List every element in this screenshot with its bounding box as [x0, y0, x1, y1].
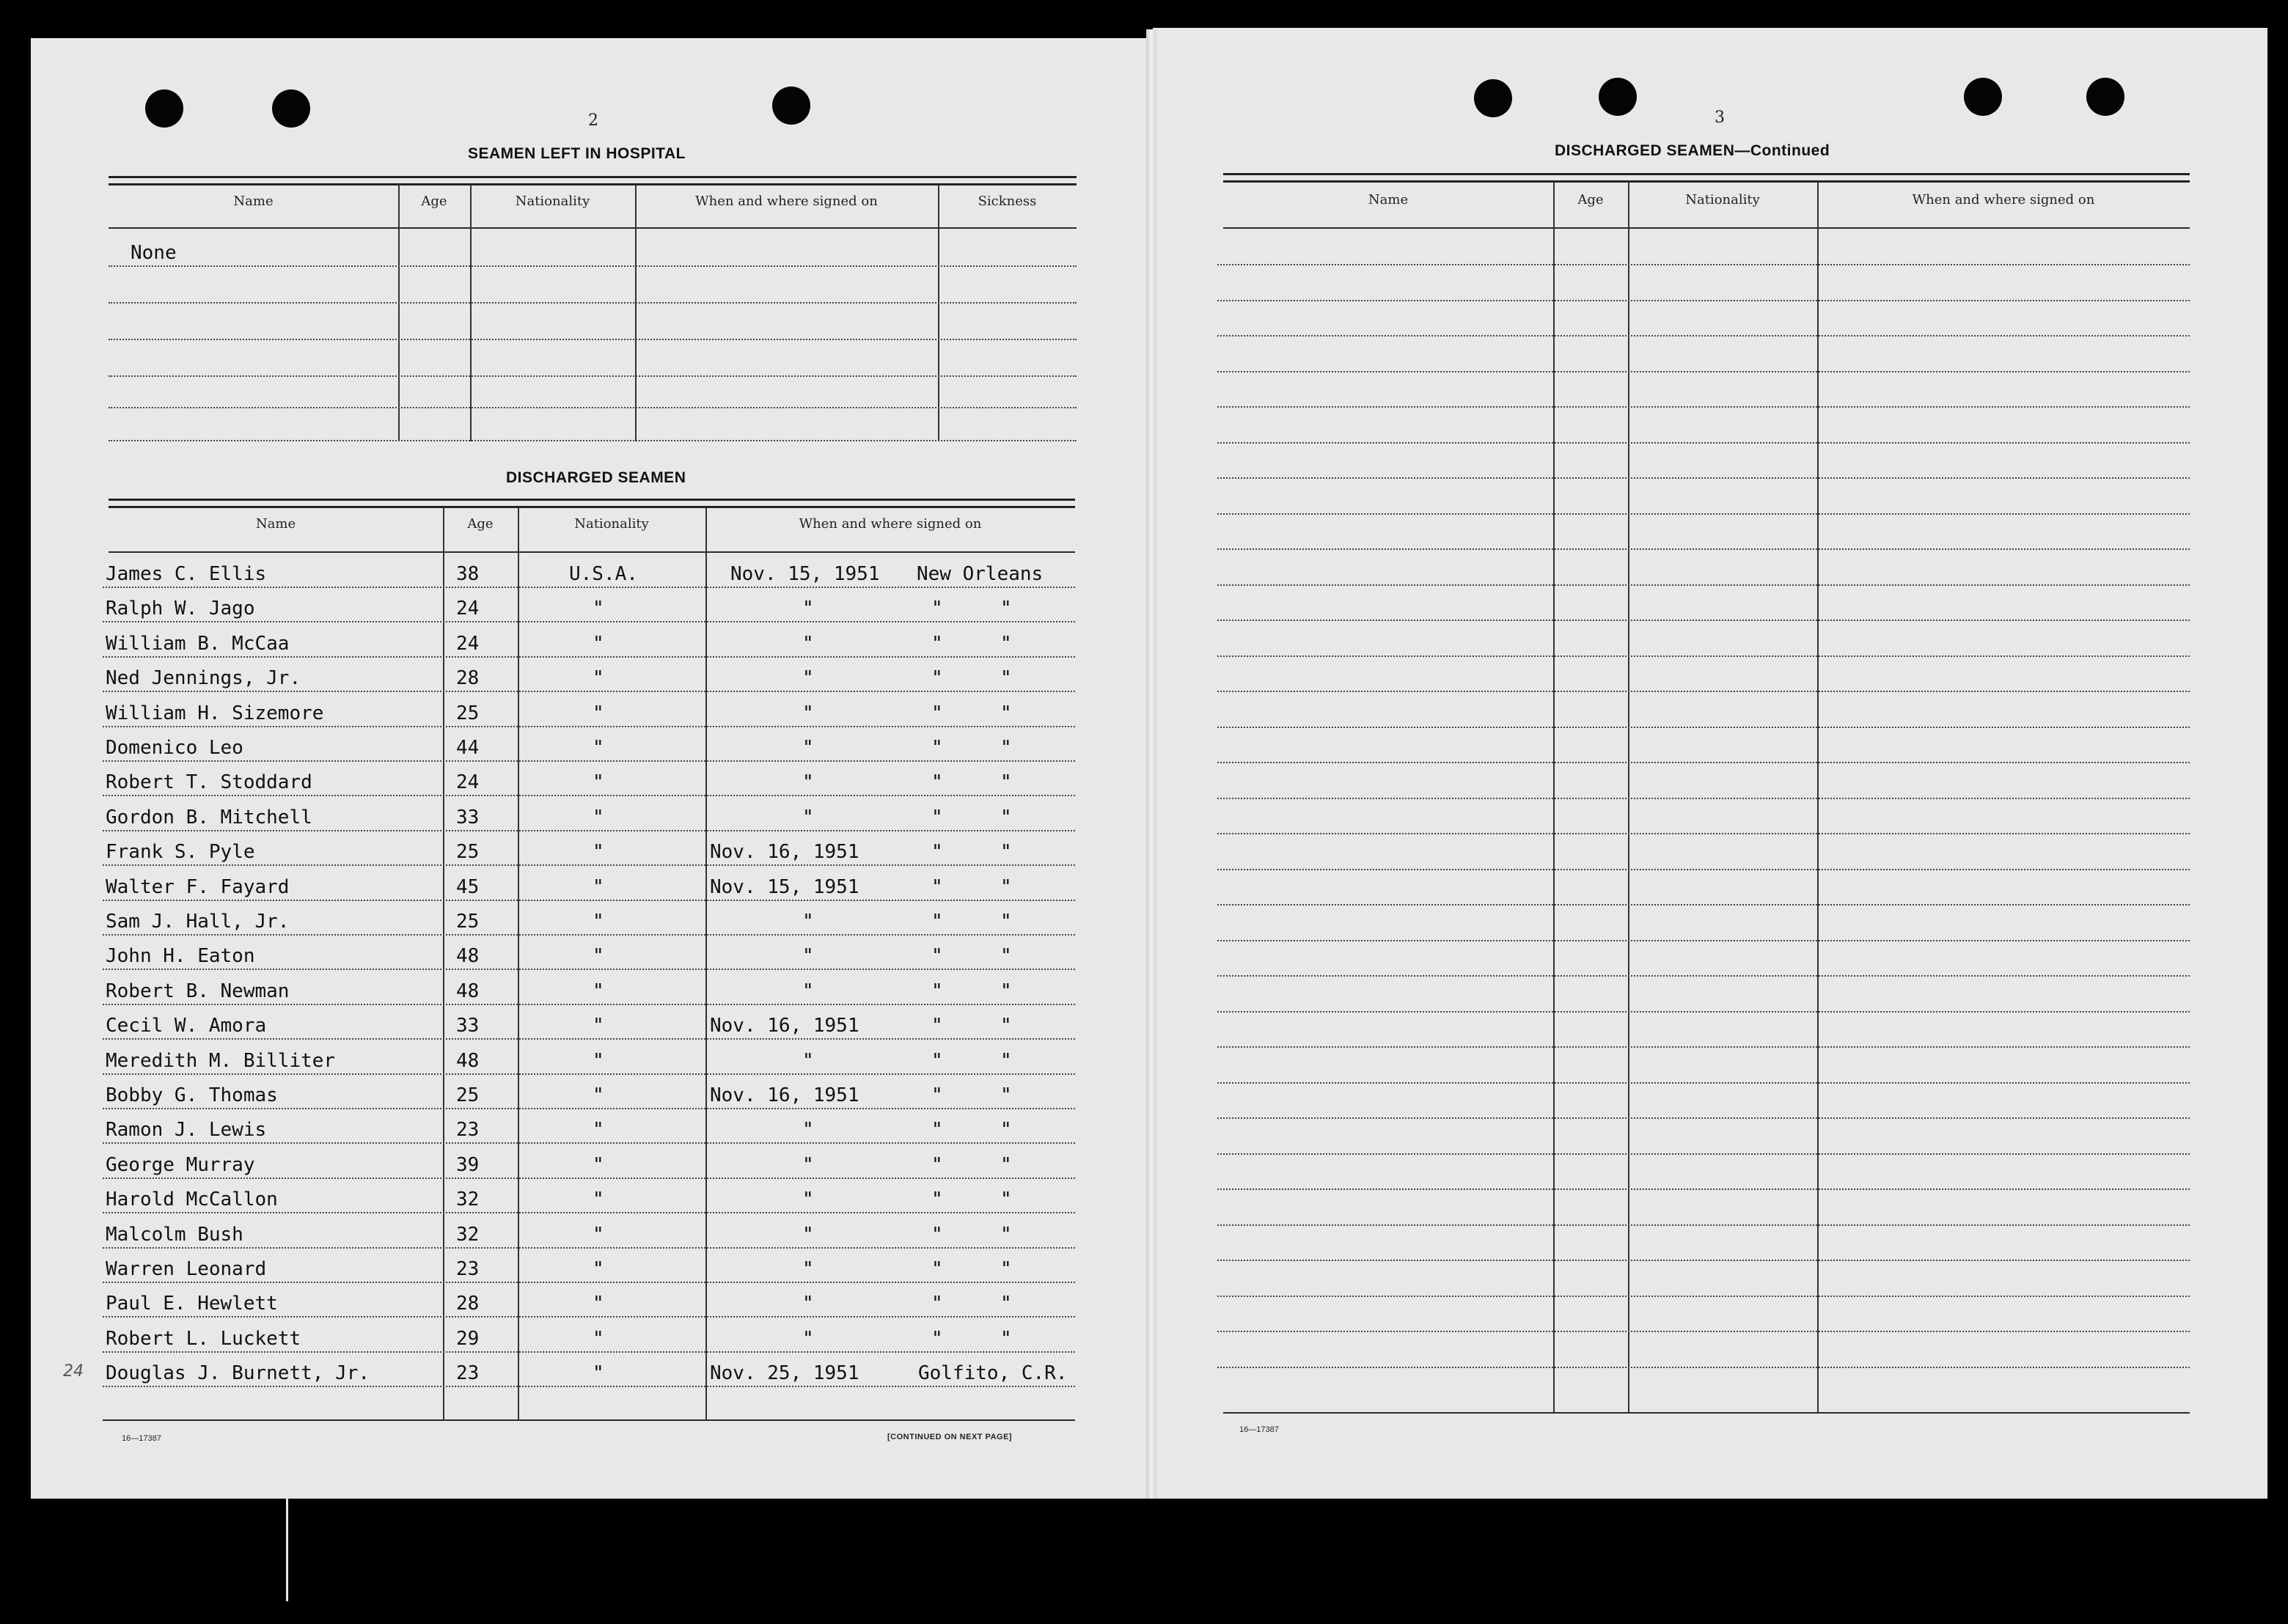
signed-on-place: New Orleans: [917, 563, 1044, 585]
discharged-table-top-rule: [109, 499, 1075, 501]
row-line: [1217, 940, 2190, 941]
seaman-name: William B. McCaa: [106, 633, 290, 655]
row-line: [1217, 727, 2190, 728]
ditto-mark: ": [593, 945, 604, 967]
ditto-mark: ": [802, 1154, 814, 1176]
ditto-mark: ": [1000, 876, 1012, 898]
row-line: [103, 900, 1075, 901]
table-bottom-rule: [103, 1419, 1075, 1421]
column-header-nationality: Nationality: [515, 194, 590, 209]
seaman-age: 44: [456, 737, 480, 759]
seaman-age: 23: [456, 1119, 480, 1141]
seaman-name: Frank S. Pyle: [106, 841, 255, 863]
ditto-mark: ": [802, 1258, 814, 1280]
column-header-nationality: Nationality: [1685, 192, 1760, 207]
discharged-table-header-rule: [109, 551, 1075, 553]
ditto-mark: ": [931, 876, 943, 898]
row-line: [109, 302, 1077, 304]
ditto-mark: ": [593, 1362, 604, 1384]
seaman-name: Malcolm Bush: [106, 1224, 243, 1246]
column-header-nationality: Nationality: [574, 516, 649, 532]
ditto-mark: ": [931, 737, 943, 759]
seaman-age: 48: [456, 1050, 480, 1072]
seaman-name: Robert L. Luckett: [106, 1328, 301, 1350]
row-line: [1217, 477, 2190, 479]
seaman-age: 48: [456, 945, 480, 967]
ditto-mark: ": [1000, 1224, 1012, 1246]
seaman-name: James C. Ellis: [106, 563, 267, 585]
ditto-mark: ": [802, 1224, 814, 1246]
signed-on-place: Golfito, C.R.: [918, 1362, 1068, 1384]
seaman-age: 25: [456, 841, 480, 863]
row-line: [103, 656, 1075, 658]
punch-hole-icon: [772, 87, 810, 125]
signed-on-date: Nov. 16, 1951: [710, 1084, 859, 1106]
row-line: [103, 587, 1075, 588]
seaman-age: 33: [456, 1015, 480, 1037]
row-line: [109, 440, 1077, 441]
column-header-name: Name: [255, 516, 296, 532]
seaman-name: Bobby G. Thomas: [106, 1084, 278, 1106]
form-number: 16—17387: [1239, 1425, 1279, 1434]
row-line: [1217, 762, 2190, 763]
row-line: [103, 969, 1075, 970]
ditto-mark: ": [802, 1328, 814, 1350]
punch-hole-icon: [1599, 78, 1637, 116]
column-header-name: Name: [1368, 192, 1409, 207]
seaman-age: 24: [456, 771, 480, 793]
row-line: [1217, 975, 2190, 977]
row-line: [1217, 1331, 2190, 1332]
row-line: [1217, 371, 2190, 372]
ditto-mark: ": [802, 1293, 814, 1315]
row-line: [103, 1247, 1075, 1249]
seaman-name: Robert T. Stoddard: [106, 771, 312, 793]
row-line: [103, 1142, 1075, 1144]
seaman-age: 25: [456, 911, 480, 933]
seaman-age: 32: [456, 1224, 480, 1246]
ditto-mark: ": [1000, 633, 1012, 655]
seaman-age: 25: [456, 702, 480, 724]
row-line: [1217, 1082, 2190, 1084]
seaman-age: 25: [456, 1084, 480, 1106]
ditto-mark: ": [931, 980, 943, 1002]
ditto-mark: ": [931, 1119, 943, 1141]
seaman-age: 24: [456, 633, 480, 655]
ditto-mark: ": [802, 771, 814, 793]
ditto-mark: ": [593, 1188, 604, 1210]
row-line: [1217, 1188, 2190, 1190]
ditto-mark: ": [802, 667, 814, 689]
ditto-mark: ": [1000, 598, 1012, 620]
seaman-name: Warren Leonard: [106, 1258, 267, 1280]
seaman-age: 48: [456, 980, 480, 1002]
ditto-mark: ": [931, 598, 943, 620]
ditto-mark: ": [802, 807, 814, 828]
ditto-mark: ": [1000, 1188, 1012, 1210]
row-line: [109, 265, 1077, 267]
ditto-mark: ": [593, 1258, 604, 1280]
continued-note: [CONTINUED ON NEXT PAGE]: [887, 1433, 1013, 1441]
column-divider: [443, 507, 444, 1421]
row-line: [1217, 513, 2190, 515]
seaman-name: Ramon J. Lewis: [106, 1119, 267, 1141]
column-divider: [938, 185, 939, 441]
row-line: [103, 691, 1075, 692]
row-line: [109, 375, 1077, 377]
column-divider: [705, 507, 707, 1421]
ditto-mark: ": [1000, 945, 1012, 967]
column-header-age: Age: [421, 194, 447, 209]
row-line: [1217, 798, 2190, 799]
ditto-mark: ": [593, 807, 604, 828]
column-header-age: Age: [1577, 192, 1604, 207]
seaman-name: George Murray: [106, 1154, 255, 1176]
ditto-mark: ": [931, 841, 943, 863]
row-line: [103, 1386, 1075, 1387]
row-line: [1217, 1367, 2190, 1368]
row-line: [103, 795, 1075, 796]
ditto-mark: ": [931, 1293, 943, 1315]
page-number: 3: [1715, 109, 1725, 127]
row-line: [103, 1212, 1075, 1213]
ditto-mark: ": [593, 1154, 604, 1176]
ditto-mark: ": [593, 598, 604, 620]
hospital-entry: None: [131, 242, 177, 264]
column-header-age: Age: [467, 516, 494, 532]
column-divider: [398, 185, 400, 441]
ditto-mark: ": [1000, 737, 1012, 759]
ditto-mark: ": [802, 1119, 814, 1141]
ditto-mark: ": [1000, 841, 1012, 863]
ditto-mark: ": [1000, 702, 1012, 724]
ditto-mark: ": [931, 911, 943, 933]
row-line: [1217, 1046, 2190, 1048]
ditto-mark: ": [1000, 1328, 1012, 1350]
page-fold: [1146, 29, 1156, 1499]
row-line: [103, 760, 1075, 762]
right-table-top-rule: [1223, 173, 2190, 175]
ditto-mark: ": [593, 1328, 604, 1350]
punch-hole-icon: [2086, 78, 2124, 116]
ditto-mark: ": [1000, 1293, 1012, 1315]
discharged-section-title: DISCHARGED SEAMEN: [506, 469, 686, 486]
ditto-mark: ": [802, 945, 814, 967]
row-line: [103, 1108, 1075, 1109]
ditto-mark: ": [593, 1119, 604, 1141]
form-number: 16—17387: [122, 1434, 161, 1443]
ditto-mark: ": [931, 1084, 943, 1106]
ditto-mark: ": [931, 771, 943, 793]
row-line: [103, 830, 1075, 831]
ditto-mark: ": [931, 1050, 943, 1072]
ditto-mark: ": [1000, 807, 1012, 828]
stray-mark: [286, 1499, 288, 1601]
seaman-age: 29: [456, 1328, 480, 1350]
seaman-age: 39: [456, 1154, 480, 1176]
hospital-table-top-rule: [109, 176, 1077, 178]
ditto-mark: ": [931, 945, 943, 967]
signed-on-date: Nov. 15, 1951: [730, 563, 880, 585]
row-line: [1217, 335, 2190, 337]
ditto-mark: ": [1000, 1258, 1012, 1280]
column-header-name: Name: [233, 194, 274, 209]
ditto-mark: ": [1000, 1050, 1012, 1072]
row-line: [103, 1316, 1075, 1318]
row-line: [1217, 620, 2190, 621]
ditto-mark: ": [931, 702, 943, 724]
right-table-header-rule: [1223, 227, 2190, 229]
ditto-mark: ": [593, 980, 604, 1002]
signed-on-date: Nov. 16, 1951: [710, 1015, 859, 1037]
row-line: [103, 726, 1075, 727]
ditto-mark: ": [802, 702, 814, 724]
seaman-name: Ned Jennings, Jr.: [106, 667, 301, 689]
right-section-title: DISCHARGED SEAMEN—Continued: [1555, 142, 1830, 159]
column-header-sickness: Sickness: [978, 194, 1037, 209]
row-line: [103, 1177, 1075, 1179]
seaman-name: Ralph W. Jago: [106, 598, 255, 620]
column-header-signed-on: When and where signed on: [1912, 192, 2095, 207]
seaman-age: 32: [456, 1188, 480, 1210]
row-line: [103, 1004, 1075, 1005]
margin-mark: 24: [63, 1362, 84, 1381]
ditto-mark: ": [593, 633, 604, 655]
ditto-mark: ": [593, 876, 604, 898]
ditto-mark: ": [1000, 1015, 1012, 1037]
row-line: [1217, 869, 2190, 870]
row-line: [103, 1351, 1075, 1353]
row-line: [1217, 548, 2190, 550]
ditto-mark: ": [593, 771, 604, 793]
ditto-mark: ": [931, 1154, 943, 1176]
ditto-mark: ": [593, 1084, 604, 1106]
row-line: [1217, 584, 2190, 586]
punch-hole-icon: [272, 89, 310, 128]
ditto-mark: ": [1000, 911, 1012, 933]
seaman-name: Meredith M. Billiter: [106, 1050, 336, 1072]
ditto-mark: ": [1000, 667, 1012, 689]
ditto-mark: ": [931, 1328, 943, 1350]
row-line: [1217, 655, 2190, 657]
seaman-age: 38: [456, 563, 480, 585]
signed-on-date: Nov. 25, 1951: [710, 1362, 859, 1384]
hospital-table-top-rule: [109, 183, 1077, 185]
column-divider: [470, 185, 472, 441]
seaman-name: Domenico Leo: [106, 737, 243, 759]
seaman-name: Walter F. Fayard: [106, 876, 290, 898]
ditto-mark: ": [802, 737, 814, 759]
ditto-mark: ": [593, 1224, 604, 1246]
seaman-age: 33: [456, 807, 480, 828]
discharged-table-top-rule: [109, 506, 1075, 508]
row-line: [103, 1282, 1075, 1283]
ditto-mark: ": [802, 1188, 814, 1210]
row-line: [103, 934, 1075, 936]
row-line: [109, 339, 1077, 340]
seaman-age: 23: [456, 1362, 480, 1384]
row-line: [1217, 1260, 2190, 1261]
seaman-age: 24: [456, 598, 480, 620]
seaman-name: Sam J. Hall, Jr.: [106, 911, 290, 933]
ditto-mark: ": [593, 1293, 604, 1315]
ditto-mark: ": [1000, 771, 1012, 793]
row-line: [1217, 406, 2190, 408]
seaman-nationality: U.S.A.: [569, 563, 638, 585]
ditto-mark: ": [802, 980, 814, 1002]
row-line: [1217, 1296, 2190, 1297]
row-line: [109, 407, 1077, 408]
row-line: [1217, 1117, 2190, 1119]
ditto-mark: ": [1000, 1154, 1012, 1176]
seaman-name: Robert B. Newman: [106, 980, 290, 1002]
page-number: 2: [588, 111, 598, 130]
row-line: [1217, 1011, 2190, 1013]
ditto-mark: ": [593, 1050, 604, 1072]
row-line: [1217, 442, 2190, 444]
seaman-name: Gordon B. Mitchell: [106, 807, 312, 828]
ditto-mark: ": [931, 1015, 943, 1037]
ditto-mark: ": [1000, 980, 1012, 1002]
column-divider: [518, 507, 519, 1421]
signed-on-date: Nov. 15, 1951: [710, 876, 859, 898]
row-line: [103, 621, 1075, 622]
seaman-name: Douglas J. Burnett, Jr.: [106, 1362, 370, 1384]
ditto-mark: ": [931, 633, 943, 655]
table-bottom-rule: [1223, 1412, 2190, 1414]
signed-on-date: Nov. 16, 1951: [710, 841, 859, 863]
ditto-mark: ": [802, 598, 814, 620]
column-header-signed-on: When and where signed on: [695, 194, 878, 209]
row-line: [103, 864, 1075, 866]
row-line: [1217, 691, 2190, 692]
right-page: [1153, 28, 2267, 1499]
seaman-age: 45: [456, 876, 480, 898]
ditto-mark: ": [593, 667, 604, 689]
punch-hole-icon: [1474, 79, 1512, 117]
seaman-name: Harold McCallon: [106, 1188, 278, 1210]
seaman-name: John H. Eaton: [106, 945, 255, 967]
column-header-signed-on: When and where signed on: [799, 516, 982, 532]
ditto-mark: ": [931, 807, 943, 828]
row-line: [1217, 904, 2190, 905]
seaman-name: Cecil W. Amora: [106, 1015, 267, 1037]
row-line: [1217, 833, 2190, 834]
punch-hole-icon: [1964, 78, 2002, 116]
seaman-age: 28: [456, 667, 480, 689]
ditto-mark: ": [593, 911, 604, 933]
ditto-mark: ": [593, 1015, 604, 1037]
ditto-mark: ": [931, 1258, 943, 1280]
ditto-mark: ": [931, 667, 943, 689]
ditto-mark: ": [802, 633, 814, 655]
row-line: [1217, 300, 2190, 301]
seaman-name: Paul E. Hewlett: [106, 1293, 278, 1315]
row-line: [1217, 264, 2190, 265]
seaman-name: William H. Sizemore: [106, 702, 324, 724]
row-line: [103, 1038, 1075, 1040]
ditto-mark: ": [802, 1050, 814, 1072]
punch-hole-icon: [145, 89, 183, 128]
row-line: [1217, 1153, 2190, 1155]
row-line: [103, 1073, 1075, 1075]
row-line: [1217, 1224, 2190, 1226]
right-table-top-rule: [1223, 180, 2190, 183]
hospital-section-title: SEAMEN LEFT IN HOSPITAL: [468, 145, 686, 162]
ditto-mark: ": [593, 702, 604, 724]
ditto-mark: ": [593, 737, 604, 759]
ditto-mark: ": [593, 841, 604, 863]
ditto-mark: ": [931, 1188, 943, 1210]
hospital-table-header-rule: [109, 227, 1077, 229]
column-divider: [635, 185, 637, 441]
ditto-mark: ": [1000, 1084, 1012, 1106]
ditto-mark: ": [802, 911, 814, 933]
seaman-age: 23: [456, 1258, 480, 1280]
ditto-mark: ": [931, 1224, 943, 1246]
seaman-age: 28: [456, 1293, 480, 1315]
ditto-mark: ": [1000, 1119, 1012, 1141]
